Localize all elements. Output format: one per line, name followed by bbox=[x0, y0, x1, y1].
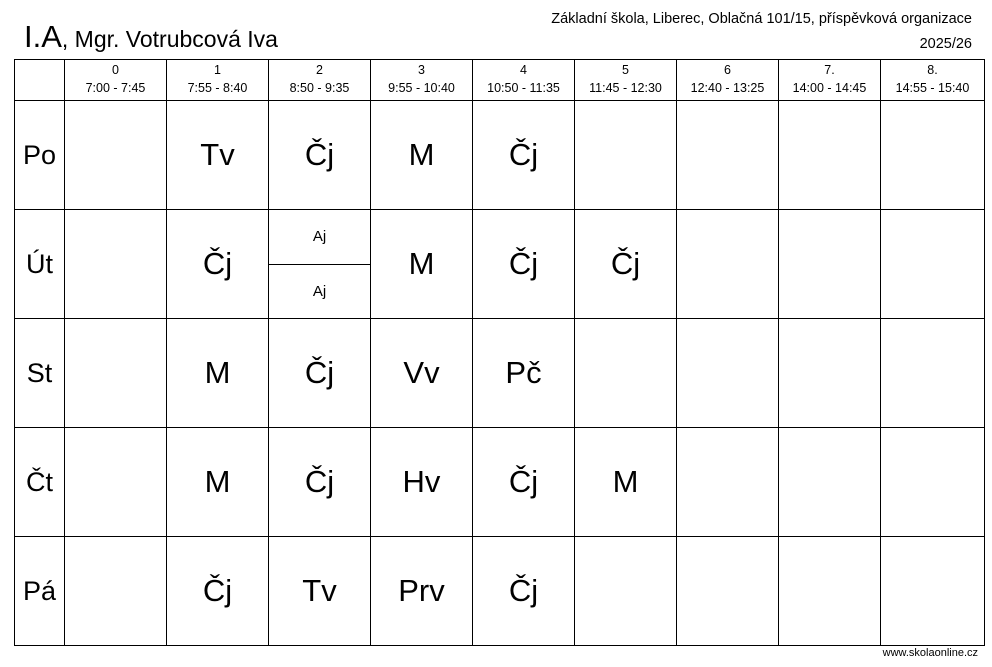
empty-cell bbox=[575, 319, 677, 428]
period-header bbox=[371, 60, 473, 101]
period-header bbox=[269, 60, 371, 101]
lesson-cell: M bbox=[371, 210, 473, 319]
period-number: 4 bbox=[520, 63, 527, 77]
timetable-title bbox=[24, 21, 278, 52]
period-time: 12:40 - 13:25 bbox=[690, 81, 765, 95]
period-header bbox=[473, 60, 575, 101]
period-time: 9:55 - 10:40 bbox=[388, 81, 455, 95]
day-label: Út bbox=[15, 210, 65, 319]
lesson-cell: Hv bbox=[371, 428, 473, 537]
empty-cell bbox=[677, 210, 779, 319]
empty-cell bbox=[677, 428, 779, 537]
school-name: Základní škola, Liberec, Oblačná 101/15, příspěvková organizace bbox=[551, 11, 972, 27]
empty-cell bbox=[881, 319, 985, 428]
empty-cell bbox=[881, 428, 985, 537]
lesson-cell: Čj bbox=[167, 210, 269, 319]
empty-cell bbox=[779, 101, 881, 210]
period-number: 8. bbox=[927, 63, 938, 77]
split-lesson-cell bbox=[269, 210, 371, 319]
lesson-cell: Čj bbox=[473, 210, 575, 319]
period-header bbox=[575, 60, 677, 101]
teacher-name: , Mgr. Votrubcová Iva bbox=[61, 26, 278, 52]
period-number: 7. bbox=[824, 63, 835, 77]
empty-cell bbox=[881, 210, 985, 319]
empty-cell bbox=[677, 101, 779, 210]
period-time: 7:55 - 8:40 bbox=[187, 81, 248, 95]
lesson-cell: M bbox=[371, 101, 473, 210]
lesson-cell: M bbox=[167, 319, 269, 428]
empty-cell bbox=[779, 319, 881, 428]
empty-cell bbox=[65, 537, 167, 646]
lesson-cell: Čj bbox=[167, 537, 269, 646]
empty-cell bbox=[677, 319, 779, 428]
day-label: Pá bbox=[15, 537, 65, 646]
lesson-cell: Čj bbox=[269, 428, 371, 537]
day-row bbox=[15, 537, 985, 646]
period-header bbox=[167, 60, 269, 101]
lesson-cell: Čj bbox=[473, 101, 575, 210]
lesson-cell: Čj bbox=[575, 210, 677, 319]
day-row bbox=[15, 319, 985, 428]
period-header-row bbox=[15, 60, 985, 101]
split-lesson-group bbox=[269, 210, 370, 318]
period-number: 0 bbox=[112, 63, 119, 77]
period-header bbox=[677, 60, 779, 101]
day-row bbox=[15, 210, 985, 319]
lesson-cell: M bbox=[167, 428, 269, 537]
empty-cell bbox=[779, 537, 881, 646]
period-number: 5 bbox=[622, 63, 629, 77]
lesson-cell: Čj bbox=[269, 101, 371, 210]
empty-cell bbox=[779, 210, 881, 319]
day-label: Čt bbox=[15, 428, 65, 537]
empty-cell bbox=[881, 537, 985, 646]
group-lesson: Aj bbox=[269, 210, 370, 265]
lesson-cell: Čj bbox=[473, 537, 575, 646]
group-lesson: Aj bbox=[312, 282, 327, 300]
period-header bbox=[881, 60, 985, 101]
lesson-cell: Pč bbox=[473, 319, 575, 428]
period-header bbox=[65, 60, 167, 101]
lesson-cell: M bbox=[575, 428, 677, 537]
lesson-cell: Vv bbox=[371, 319, 473, 428]
day-row bbox=[15, 428, 985, 537]
lesson-cell: Čj bbox=[473, 428, 575, 537]
school-year: 2025/26 bbox=[919, 36, 972, 52]
footer-source: www.skolaonline.cz bbox=[882, 647, 978, 659]
day-label: Po bbox=[15, 101, 65, 210]
period-number: 2 bbox=[316, 63, 323, 77]
period-time: 11:45 - 12:30 bbox=[589, 81, 662, 95]
timetable-grid bbox=[14, 59, 985, 646]
lesson-cell: Čj bbox=[269, 319, 371, 428]
period-time: 14:55 - 15:40 bbox=[895, 81, 970, 95]
empty-cell bbox=[881, 101, 985, 210]
period-number: 1 bbox=[214, 63, 221, 77]
period-number: 3 bbox=[418, 63, 425, 77]
empty-cell bbox=[575, 537, 677, 646]
class-name: I.A bbox=[24, 19, 62, 54]
period-time: 14:00 - 14:45 bbox=[792, 81, 867, 95]
period-time: 10:50 - 11:35 bbox=[487, 81, 560, 95]
day-label: St bbox=[15, 319, 65, 428]
empty-cell bbox=[65, 101, 167, 210]
lesson-cell: Tv bbox=[269, 537, 371, 646]
empty-cell bbox=[677, 537, 779, 646]
empty-cell bbox=[65, 428, 167, 537]
empty-cell bbox=[65, 210, 167, 319]
period-header bbox=[779, 60, 881, 101]
lesson-cell: Prv bbox=[371, 537, 473, 646]
corner-cell bbox=[15, 60, 65, 101]
period-time: 7:00 - 7:45 bbox=[85, 81, 146, 95]
period-number: 6 bbox=[724, 63, 731, 77]
empty-cell bbox=[575, 101, 677, 210]
empty-cell bbox=[779, 428, 881, 537]
lesson-cell: Tv bbox=[167, 101, 269, 210]
period-time: 8:50 - 9:35 bbox=[289, 81, 350, 95]
day-row bbox=[15, 101, 985, 210]
empty-cell bbox=[65, 319, 167, 428]
